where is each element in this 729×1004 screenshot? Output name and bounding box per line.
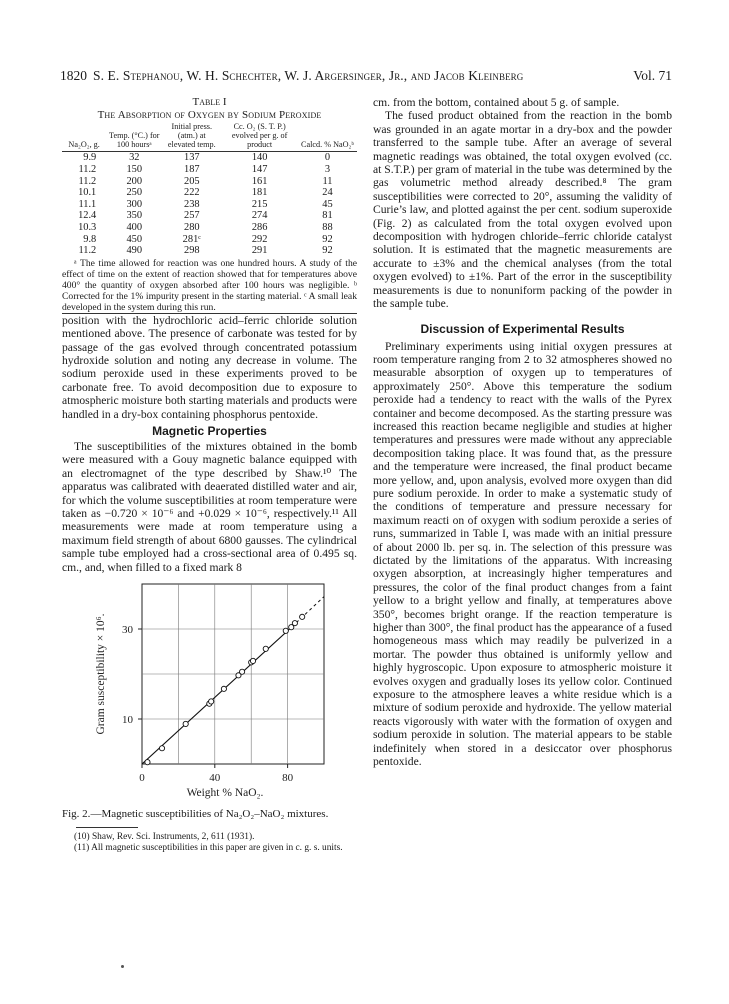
right-column (373, 96, 672, 769)
data-point (292, 621, 297, 626)
x-tick-label: 80 (282, 772, 294, 785)
table-cell: 11.1 (78, 198, 97, 210)
table-cell: 400 (126, 221, 143, 233)
body-paragraph: Preliminary experiments using initial oxygen pressures at room temperature ranging from 2 to 32 atmospheres showed no measurable absorption of oxygen up to temperatures of approximately 250°. Above this temperature the sodium peroxide had a tendency to react with the walls of the Pyrex container and become decomposed. As the starting pressure was increased this reaction became negligible and studies at higher temperatures and pressures were made without any appreciable decomposition taking place. It was found that, as the pressure and the temperature were increased, the final product became more yellow, and, upon analysis, evolved more oxygen than did pure sodium peroxide. In order to make a systematic study of the conditions of temperature and pressure necessary for maximum reacti on of oxygen with sodium peroxide a series of runs, summarized in Table I, was made with an initial pressure of about 2000 lb. per sq. in. The selection of this pressure was dictated by the limitations of the apparatus. With increasing oxygen absorption, at increasingly higher temperatures and pressures, the color of the final product changes from a faint yellow to a bright yellow and finally, at temperatures above 350°, becomes bright orange. If the reaction temperature is higher than 300°, the final product has the appearance of a fused homogeneous mass which may readily be pulverized in a mortar. The powder thus obtained is uniformly yellow and highly hygroscopic. Upon exposure to atmospheric moisture it evolves oxygen and gradually loses its yellow color. Continued exposure to the atmosphere leaves a white residue which is a mixture of sodium peroxide and hydroxide. The yellow material reacts vigorously with water with the formation of oxygen and sodium peroxide in solution. The material appears to be stable indefinitely when stored in a desiccator over phosphorus pentoxide. (373, 339, 672, 769)
table-cell: 147 (251, 163, 268, 175)
table-cell: 257 (184, 210, 200, 222)
table-row (62, 199, 357, 211)
table-cell: 11.2 (78, 175, 97, 187)
body-paragraph: position with the hydrochloric acid–ferric chloride solution mentioned above. The presence of carbonate was tested for by passage of the gas evolved through concentrated potassium hydroxide solution and noting any decrease in volume. The sodium peroxide used in these experiments proved to be carbonate free. To avoid decomposition due to exposure to atmospheric moisture both starting materials and products were handled in a dry-box containing phosphorus pentoxide. (62, 313, 357, 421)
table-cell: 9.9 (83, 152, 97, 164)
stray-mark (121, 965, 124, 968)
running-head-authors: S. E. Stephanou, W. H. Schechter, W. J. Argersinger, Jr., and Jacob Kleinberg (93, 68, 524, 83)
table-cell: 81 (322, 210, 333, 222)
page-number: 1820 (60, 68, 87, 83)
data-point (221, 686, 226, 691)
figure-2 (62, 580, 357, 808)
table-row (62, 152, 357, 164)
data-point (250, 658, 255, 663)
data-table (62, 123, 357, 257)
table-cell: 92 (322, 233, 333, 245)
data-point (263, 646, 268, 651)
susceptibility-chart (62, 580, 357, 808)
table-cell: 137 (184, 152, 200, 164)
table-cell: 222 (184, 187, 200, 199)
data-point (183, 721, 188, 726)
table-row (62, 164, 357, 176)
table-cell: 3 (324, 163, 331, 175)
data-point (240, 669, 245, 674)
y-tick-label: 30 (122, 624, 133, 637)
table-cell: 298 (184, 245, 200, 257)
footnote-11: (11) All magnetic susceptibilities in this paper are given in c. g. s. units. (74, 843, 343, 854)
table-cell: 281ᶜ (182, 233, 201, 245)
figure-caption (62, 808, 357, 821)
footnote-10: (10) Shaw, Rev. Sci. Instruments, 2, 611 (1931). (74, 832, 255, 843)
table-cell: 150 (126, 163, 143, 175)
table-header-cell: Temp. (°C.) for 100 hoursᵃ (106, 123, 162, 152)
table-header-cell: Cc. O₂ (S. T. P.) evolved per g. of product (221, 123, 298, 152)
table-footnotes (62, 258, 357, 313)
table-row (62, 210, 357, 222)
left-column (62, 96, 357, 854)
data-point (209, 699, 214, 704)
table-cell: 274 (251, 210, 268, 222)
table-cell: 181 (251, 187, 268, 199)
data-point (283, 628, 288, 633)
body-paragraph: cm. from the bottom, contained about 5 g. of sample. (373, 96, 620, 109)
table-cell: 10.1 (78, 187, 97, 199)
page-footnotes (62, 832, 357, 854)
table-cell: 350 (126, 210, 143, 222)
table-cell: 88 (322, 221, 333, 233)
data-point (159, 746, 164, 751)
table-header-row (62, 123, 357, 152)
table-header-cell: Calcd. % NaO₂ᵇ (298, 123, 357, 152)
data-point (300, 614, 305, 619)
table-cell: 292 (251, 233, 268, 245)
data-point (145, 760, 150, 765)
table-cell: 140 (251, 152, 268, 164)
section-heading-magnetic: Magnetic Properties (152, 423, 267, 438)
table-cell: 200 (126, 175, 143, 187)
table-header-cell: Na₂O₂, g. (62, 123, 106, 152)
table-header-cell: Initial press. (atm.) at elevated temp. (162, 123, 221, 152)
table-cell: 238 (184, 198, 200, 210)
volume-label: Vol. 71 (633, 68, 672, 83)
table-cell: 490 (126, 245, 143, 257)
body-paragraph: The fused product obtained from the reaction in the bomb was grounded in an agate mortar in a dry-box and the powder transferred to the sample tube. After an average of several magnetic readings was obtained, the total oxygen evolved (cc. at S.T.P.) per gram of material in the tube was determined by the gas volumetric method already described.⁸ The gram susceptibilities were corrected to 20°, assuming the validity of Curie’s law, and plotted against the per cent. sodium superoxide (Fig. 2) as calculated from the total oxygen evolved upon decomposition with hydrogen chloride–ferric chloride catalyst solution. It is estimated that the magnetic measurements are accurate to ±3% and the chemical analyses (from the total oxygen evolved) to ±1%. Part of the error in the susceptibility measurements is due to nonuniform packing of the powder in the sample tube. (373, 109, 672, 311)
table-cell: 291 (251, 245, 268, 257)
figure-caption-label: Fig. 2. (62, 808, 91, 821)
y-tick-label: 10 (122, 714, 133, 727)
table-row (62, 187, 357, 199)
table-cell: 10.3 (78, 221, 97, 233)
table-cell: 12.4 (78, 210, 97, 222)
table-cell: 187 (184, 163, 200, 175)
x-tick-label: 0 (139, 772, 145, 785)
table-cell: 161 (251, 175, 268, 187)
table-cell: 24 (322, 187, 333, 199)
y-axis-label: Gram susceptibility × 10⁶. (95, 613, 107, 735)
table-cell: 215 (251, 198, 268, 210)
x-tick-label: 40 (209, 772, 221, 785)
table-cell: 205 (184, 175, 200, 187)
table-cell: 450 (126, 233, 143, 245)
table-row (62, 245, 357, 257)
table-cell: 92 (322, 245, 333, 257)
table-cell: 300 (126, 198, 143, 210)
table-cell: 9.8 (83, 233, 97, 245)
table-cell: 286 (251, 221, 268, 233)
table-title: The Absorption of Oxygen by Sodium Peroxide (97, 109, 322, 121)
figure-caption-text: —Magnetic susceptibilities of Na₂O₂–NaO₂ mixtures. (90, 808, 329, 821)
table-caption: Table I (192, 96, 227, 108)
table-cell: 280 (184, 221, 200, 233)
table-row (62, 222, 357, 234)
table-cell: 45 (322, 198, 333, 210)
table-row (62, 176, 357, 188)
table-cell: 250 (126, 187, 143, 199)
running-head (60, 68, 672, 84)
table-cell: 11.2 (78, 245, 97, 257)
table-body (62, 152, 357, 257)
x-axis-label: Weight % NaO₂. (186, 787, 264, 800)
footnote-rule (76, 827, 138, 828)
table-row (62, 234, 357, 246)
table-cell: 11.2 (78, 163, 97, 175)
body-paragraph: The susceptibilities of the mixtures obtained in the bomb were measured with a Gouy magnetic balance equipped with an electromagnet of the type described by Shaw.¹⁰ The apparatus was calibrated with deaerated distilled water and air, for which the volume susceptibilities at room temperature were taken as −0.720 × 10⁻⁶ and +0.029 × 10⁻⁶, respectively.¹¹ All measurements were made at room temperature using a maximum field strength of about 6800 gausses. The cylindrical sample tube employed had a cross-sectional area of 0.495 sq. cm., and, when filled to a fixed mark 8 (62, 439, 357, 574)
section-heading-discussion: Discussion of Experimental Results (420, 321, 625, 336)
table-cell: 0 (324, 152, 331, 164)
table-cell: 11 (322, 175, 333, 187)
table-cell: 32 (129, 152, 140, 164)
table-footnote-text: ᵃ The time allowed for reaction was one hundred hours. A study of the effect of time on the extent of reaction showed that for temperatures above 400° the quantity of oxygen absorbed after 100 hours was negligible. ᵇ Corrected for the 1% impurity present in the starting material. ᶜ A small leak developed in the system during this run. (62, 257, 357, 313)
